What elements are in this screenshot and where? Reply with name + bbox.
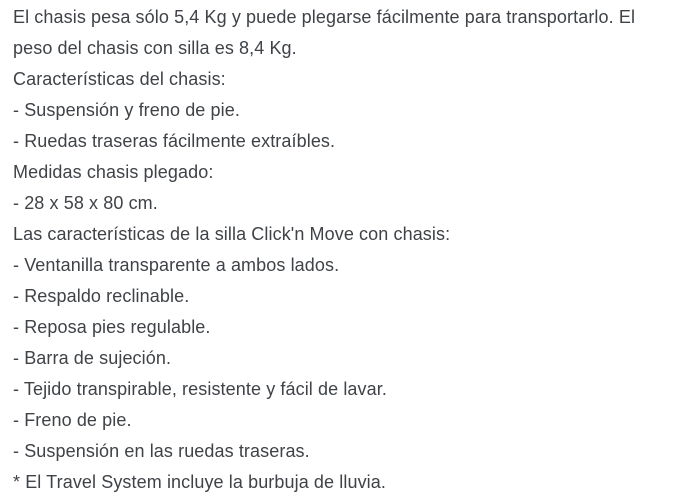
text-line: - Ruedas traseras fácilmente extraíbles. (13, 131, 336, 151)
text-line: - Suspensión en las ruedas traseras. (13, 441, 310, 461)
text-line: - Barra de sujeción. (13, 348, 172, 368)
text-line: - Reposa pies regulable. (13, 317, 211, 337)
text-line: Medidas chasis plegado: (13, 162, 214, 182)
text-line: - Tejido transpirable, resistente y fácil de lavar. (13, 379, 387, 399)
text-line: peso del chasis con silla es 8,4 Kg. (13, 38, 297, 58)
text-line: Las características de la silla Click'n Move con chasis: (13, 224, 451, 244)
text-line: El chasis pesa sólo 5,4 Kg y puede plegarse fácilmente para transportarlo. El (13, 7, 636, 27)
text-line: - Suspensión y freno de pie. (13, 100, 240, 120)
text-line: - Ventanilla transparente a ambos lados. (13, 255, 340, 275)
text-line: Características del chasis: (13, 69, 226, 89)
text-line: - Respaldo reclinable. (13, 286, 190, 306)
text-line: * El Travel System incluye la burbuja de lluvia. (13, 472, 386, 492)
text-line: - 28 x 58 x 80 cm. (13, 193, 158, 213)
text-line: - Freno de pie. (13, 410, 132, 430)
